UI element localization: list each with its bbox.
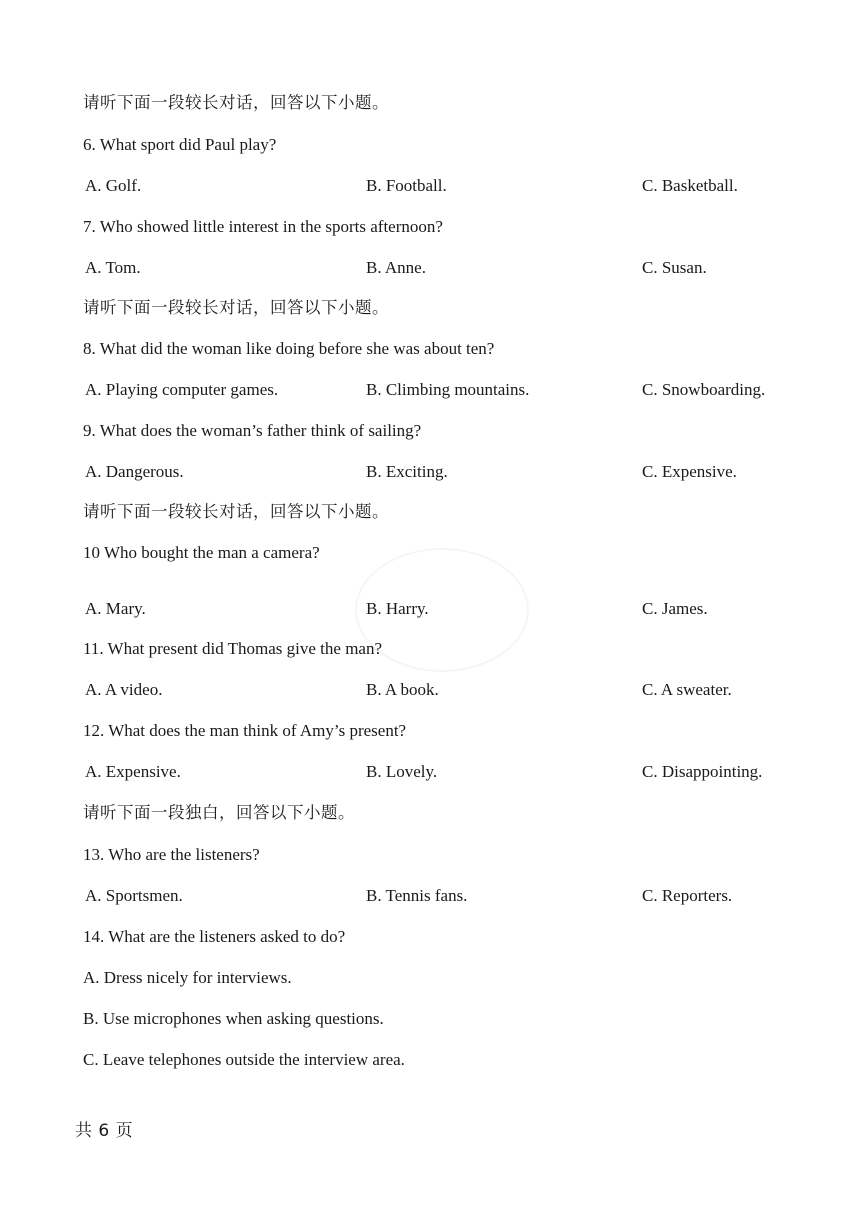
- question-9-option-b: B. Exciting.: [366, 462, 448, 481]
- section-intro: 请听下面一段较长对话，回答以下小题。: [83, 502, 389, 521]
- question-8-option-a: A. Playing computer games.: [85, 380, 279, 399]
- question-9-option-c: C. Expensive.: [642, 462, 737, 481]
- question-13-option-a: A. Sportsmen.: [85, 886, 183, 905]
- question-13-option-b: B. Tennis fans.: [366, 886, 468, 905]
- question-11-option-a: A. A video.: [85, 680, 163, 699]
- question-10-stem: 10 Who bought the man a camera?: [83, 543, 320, 562]
- page-footer: 共 6 页: [75, 1121, 134, 1141]
- question-9-option-a: A. Dangerous.: [85, 462, 184, 481]
- question-12-option-b: B. Lovely.: [366, 762, 438, 781]
- question-7-option-b: B. Anne.: [366, 258, 426, 277]
- question-9-stem: 9. What does the woman’s father think of sailing?: [83, 421, 422, 440]
- section-intro: 请听下面一段独白，回答以下小题。: [83, 803, 355, 822]
- question-6-option-c: C. Basketball.: [642, 176, 738, 195]
- question-14-option-b: B. Use microphones when asking questions.: [83, 1009, 384, 1028]
- question-11-option-b: B. A book.: [366, 680, 439, 699]
- question-6-option-a: A. Golf.: [85, 176, 142, 195]
- question-10-option-c: C. James.: [642, 599, 708, 618]
- question-11-option-c: C. A sweater.: [642, 680, 732, 699]
- question-14-option-c: C. Leave telephones outside the interview area.: [83, 1050, 405, 1069]
- section-intro: 请听下面一段较长对话，回答以下小题。: [83, 93, 389, 112]
- question-8-stem: 8. What did the woman like doing before she was about ten?: [83, 339, 495, 358]
- question-10-option-b: B. Harry.: [366, 599, 429, 618]
- question-6-option-b: B. Football.: [366, 176, 447, 195]
- section-intro: 请听下面一段较长对话，回答以下小题。: [83, 298, 389, 317]
- question-11-stem: 11. What present did Thomas give the man?: [83, 639, 383, 658]
- question-14-stem: 14. What are the listeners asked to do?: [83, 927, 346, 946]
- question-7-option-a: A. Tom.: [85, 258, 141, 277]
- question-6-stem: 6. What sport did Paul play?: [83, 135, 277, 154]
- question-12-option-c: C. Disappointing.: [642, 762, 763, 781]
- question-7-option-c: C. Susan.: [642, 258, 707, 277]
- question-13-stem: 13. Who are the listeners?: [83, 845, 260, 864]
- question-14-option-a: A. Dress nicely for interviews.: [83, 968, 292, 987]
- question-8-option-c: C. Snowboarding.: [642, 380, 766, 399]
- question-12-option-a: A. Expensive.: [85, 762, 181, 781]
- question-12-stem: 12. What does the man think of Amy’s present?: [83, 721, 407, 740]
- question-8-option-b: B. Climbing mountains.: [366, 380, 530, 399]
- question-13-option-c: C. Reporters.: [642, 886, 733, 905]
- question-10-option-a: A. Mary.: [85, 599, 146, 618]
- question-7-stem: 7. Who showed little interest in the sports afternoon?: [83, 217, 443, 236]
